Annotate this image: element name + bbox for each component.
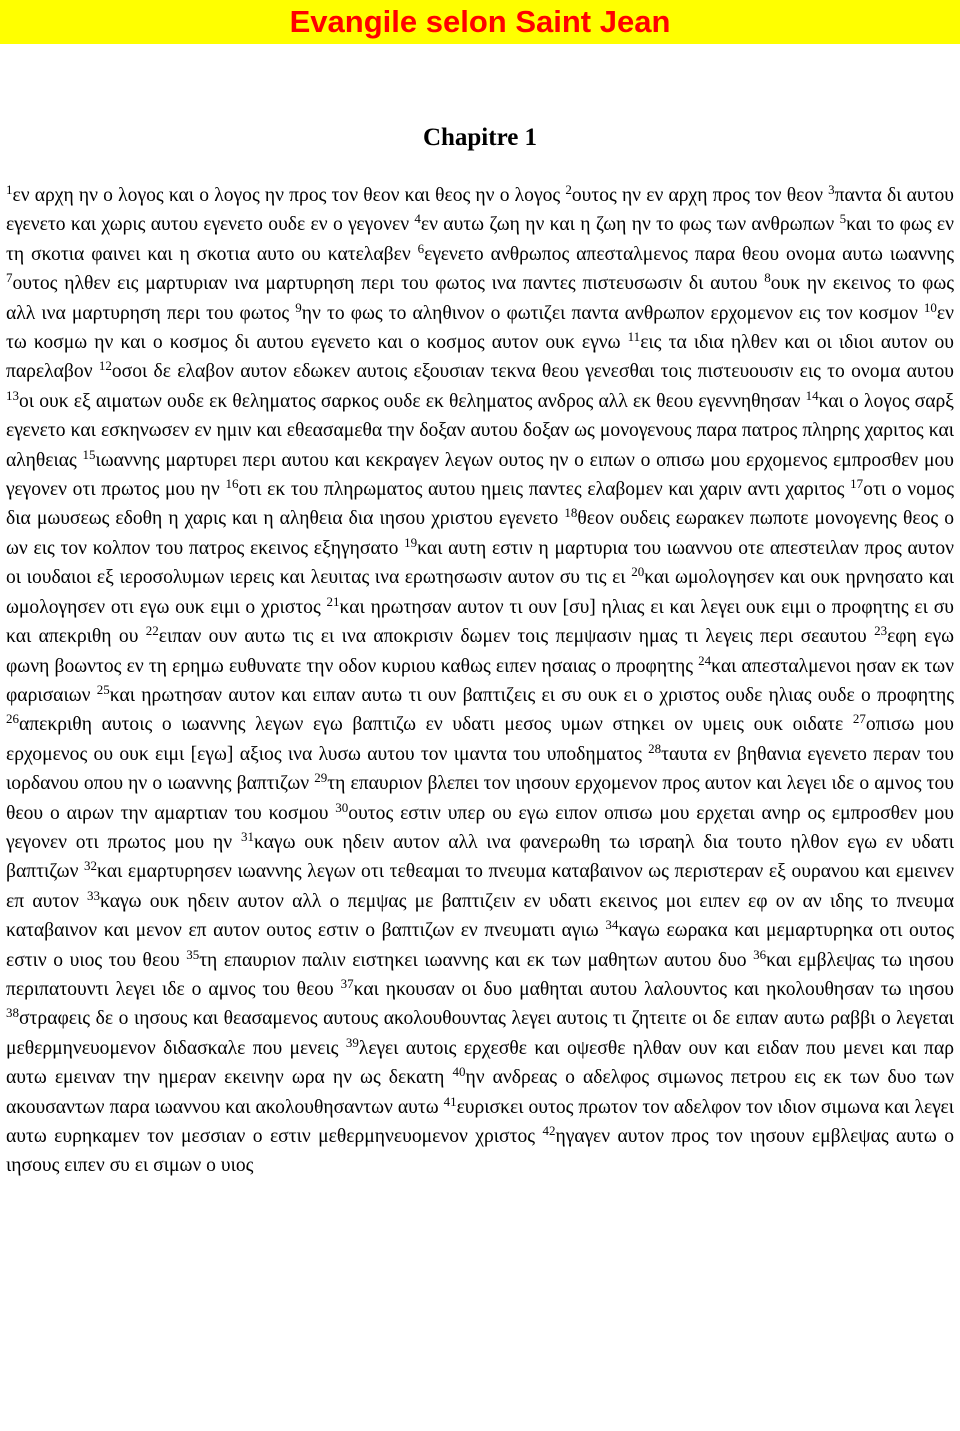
verse-number: 28 [648,740,662,756]
verse-number: 10 [923,299,937,315]
verse-text: οι ουκ εξ αιματων ουδε εκ θεληματος σαρκος ουδε εκ θεληματος ανδρος αλλ εκ θεου εγεννηθησαν [19,390,806,412]
verse-text: εφη εγω φωνη βοωντος εν τη ερημω ευθυνατε την οδον κυριου καθως ειπεν ησαιας ο προφητης [6,626,954,677]
verse-number: 35 [186,946,200,962]
verse-text: εγενετο ανθρωπος απεσταλμενος παρα θεου ονομα αυτω ιωαννης [424,243,954,265]
verse [295,299,924,324]
verse [417,240,954,265]
verse [340,975,954,1000]
verse-text: θεον ουδεις εωρακεν πωποτε μονογενης θεος ο ων εις τον κολπον του πατρος εκεινος εξηγησατο [6,508,954,559]
verse-text: ουτος ην εν αρχη προς τον θεον [571,185,829,206]
verse-number: 1 [6,182,13,197]
verse [6,711,853,736]
verse-number: 31 [240,828,254,844]
verse-number: 38 [6,1005,19,1021]
verse [6,387,806,412]
verse-number: 27 [852,711,866,727]
verse-text: εις τα ιδια ηλθεν και οι ιδιοι αυτον ου παρελαβον [6,332,954,383]
verse-text: ουκ ην εκεινος το φως αλλ ινα μαρτυρηση περι του φωτος [6,273,954,324]
verse-number: 33 [87,887,101,903]
verse-text: ταυτα εν βηθανια εγενετο περαν του ιορδανου οπου ην ο ιωαννης βαπτιζων [6,743,954,795]
verse-text: ουτος εστιν υπερ ου εγω ειπον οπισω μου ερχεται ανηρ ος εμπροσθεν μου γεγονεν οτι πρωτος μου ην [6,802,955,853]
book-title: Evangile selon Saint Jean [289,4,671,39]
verse [145,623,875,648]
verse [186,946,754,971]
verse-number: 13 [6,387,19,403]
verse-number: 40 [452,1064,466,1080]
verse-text: ευρισκει ουτος πρωτον τον αδελφον τον ιδιον σιμωνα και λεγει αυτω ευρηκαμεν τον μεσσιαν ο εστιν μεθερμηνευομενον χριστος [6,1096,954,1147]
verse-text: οτι εκ του πληρωματος αυτου ημεις παντες ελαβομεν και χαριν αντι χαριτος [238,479,851,501]
verse-text: τη επαυριον παλιν ειστηκει ιωαννης και εκ των μαθητων αυτου δυο [199,949,754,971]
verse-text: και απεσταλμενοι ησαν εκ των φαρισαιων [6,655,954,706]
verse-text: και εμβλεψας τω ιησου περιπατουντι λεγει ιδε ο αμνος του θεου [6,949,954,1000]
verse-number: 14 [805,387,819,403]
verse [414,211,840,236]
verse-text: ην το φως το αληθινον ο φωτιζει παντα ανθρωπον ερχομενον εις τον κοσμον [301,302,924,324]
verse [565,182,829,206]
verse-number: 30 [335,799,349,815]
verse-number: 15 [82,446,96,462]
verse-number: 41 [443,1093,457,1109]
verse-text: οσοι δε ελαβον αυτον εδωκεν αυτοις εξουσιαν τεκνα θεου γενεσθαι τοις πιστευουσιν εις το ονομα αυτου [111,361,954,383]
verse-number: 24 [698,652,712,668]
verse-text: και ηρωτησαν αυτον και ειπαν αυτω τι ουν βαπτιζεις ει συ ουκ ει ο χριστος ουδε ηλιας ουδε ο προφητης [109,684,954,706]
verse-number: 36 [753,946,767,962]
verse-text: οτι ο νομος δια μωυσεως εδοθη η χαρις και η αληθεια δια ιησου χριστου εγενετο [6,479,954,530]
verse-text: ην ανδρεας ο αδελφος σιμωνος πετρου εις εκ των δυο των ακουσαντων παρα ιωαννου και ακολουθησαντων αυτω [6,1067,955,1118]
verse-text: και αυτη εστιν η μαρτυρια του ιωαννου οτε απεστειλαν προς αυτον οι ιουδαιοι εξ ιεροσολυμων ιερεις και λευιτας ινα ερωτησωσιν αυτον συ τις ει [6,537,954,589]
verse-number: 20 [631,564,645,580]
verse-text: ειπαν ουν αυτω τις ει ινα αποκρισιν δωμεν τοις πεμψασιν ημας τι λεγεις περι σεαυτου [158,626,875,648]
verse-number: 34 [605,917,619,933]
verse-text: και εμαρτυρησεν ιωαννης λεγων οτι τεθεαμαι το πνευμα καταβαινον ως περιστεραν εξ ουρανου και εμεινεν επ αυτον [6,861,954,912]
verse-number: 22 [145,623,159,639]
verse-text: καγω ουκ ηδειν αυτον αλλ ο πεμψας με βαπτιζειν εν υδατι εκεινος μοι ειπεν εφ ον αν ιδης το πνευμα καταβαινον και μενον επ αυτον ουτος εστιν ο βαπτιζων εν πνευματι αγιω [6,890,955,942]
verse-number: 5 [839,211,847,227]
verse-text: εν τω κοσμω ην και ο κοσμος δι αυτου εγενετο και ο κοσμος αυτον ουκ εγνω [6,302,955,354]
verse-text: οπισω μου ερχομενος ου ουκ ειμι [εγω] αξιος ινα λυσω αυτου τον ιμαντα του υποδηματος [6,714,954,765]
verse-number: 2 [565,182,572,197]
verse-text: και ηκουσαν οι δυο μαθηται αυτου λαλουντος και ηκολουθησαν τω ιησου [353,978,954,1000]
verse-number: 4 [414,211,421,227]
verse-number: 9 [295,299,302,315]
verse-text: και ηρωτησαν αυτον τι ουν [συ] ηλιας ει και λεγει ουκ ειμι ο προφητης ει συ και απεκριθη ου [6,596,954,648]
verse-text: και το φως εν τη σκοτια φαινει και η σκοτια αυτο ου κατελαβεν [6,214,955,265]
verse-number: 12 [98,358,112,374]
verse [96,681,954,706]
verse-number: 39 [345,1034,359,1050]
verse-number: 37 [340,975,354,991]
verse-number: 18 [564,505,578,521]
verse-text: απεκριθη αυτοις ο ιωαννης λεγων εγω βαπτιζω εν υδατι μεσος υμων στηκει ον υμεις ουκ οιδατε [19,714,853,736]
verse-number: 11 [627,329,641,345]
verse-number: 29 [314,770,328,786]
chapter-text [6,181,954,1181]
verse-number: 3 [828,182,835,197]
verse [6,182,566,206]
verse-text: ιωαννης μαρτυρει περι αυτου και κεκραγεν λεγων ουτος ην ο ειπων ο οπισω μου ερχομενος εμπροσθεν μου γεγονεν οτι πρωτος μου ην [6,449,954,501]
verse-text: ουτος ηλθεν εις μαρτυριαν ινα μαρτυρηση περι του φωτος ινα παντες πιστευσωσιν δι αυτου [12,273,765,295]
verse-text: παντα δι αυτου εγενετο και χωρις αυτου εγενετο ουδε εν ο γεγονεν [6,185,954,236]
verse-text: στραφεις δε ο ιησους και θεασαμενος αυτους ακολουθουντας λεγει αυτοις τι ζητειτε οι δε ειπαν αυτω ραββι ο λεγεται μεθερμηνευομενον διδασκαλε που μενεις [6,1008,954,1059]
verse [225,476,851,501]
chapter-heading: Chapitre 1 [422,124,538,151]
verse-number: 42 [542,1123,556,1138]
verse-number: 6 [417,240,425,256]
verse-text: καγω εωρακα και μεμαρτυρηκα οτι ουτος εστιν ο υιος του θεου [6,920,954,971]
verse-text: εν αρχη ην ο λογος και ο λογος ην προς τον θεον και θεος ην ο λογος [12,185,566,206]
verse-number: 23 [874,623,888,639]
verse-text: και ωμολογησεν και ουκ ηρνησατο και ωμολογησεν οτι εγω ουκ ειμι ο χριστος [6,567,955,618]
verse-number: 32 [84,858,98,874]
verse-text: και ο λογος σαρξ εγενετο και εσκηνωσεν εν ημιν και εθεασαμεθα την δοξαν αυτου δοξαν ως μονογενους παρα πατρος πληρης χαριτος και αληθειας [6,390,954,471]
verse-number: 25 [96,681,110,697]
verse [6,270,765,295]
verse [98,358,954,383]
verse-text: λεγει αυτοις ερχεσθε και οψεσθε ηλθαν ουν και ειδαν που μενει και παρ αυτω εμειναν την ημεραν εκεινην ωρα ην ως δεκατη [6,1037,954,1089]
verse-text: καγω ουκ ηδειν αυτον αλλ ινα φανερωθη τω ισραηλ δια τουτο ηλθον εγω εν υδατι βαπτιζων [6,831,954,883]
verse-number: 7 [6,270,13,286]
verse-number: 26 [6,711,19,727]
verse-text: ηγαγεν αυτον προς τον ιησουν εμβλεψας αυτω ο ιησους ειπεν συ ει σιμων ο υιος [6,1126,954,1177]
verse-number: 19 [404,534,418,550]
verse-number: 8 [764,270,771,286]
verse-number: 16 [225,476,239,492]
book-title-banner [0,0,960,44]
verse-number: 21 [326,593,340,609]
verse-text: τη επαυριον βλεπει τον ιησουν ερχομενον προς αυτον και λεγει ιδε ο αμνος του θεου ο αιρων την αμαρτιαν του κοσμου [6,773,954,824]
verse-number: 17 [850,476,864,492]
verse-text: εν αυτω ζωη ην και η ζωη ην το φως των ανθρωπων [420,214,840,236]
